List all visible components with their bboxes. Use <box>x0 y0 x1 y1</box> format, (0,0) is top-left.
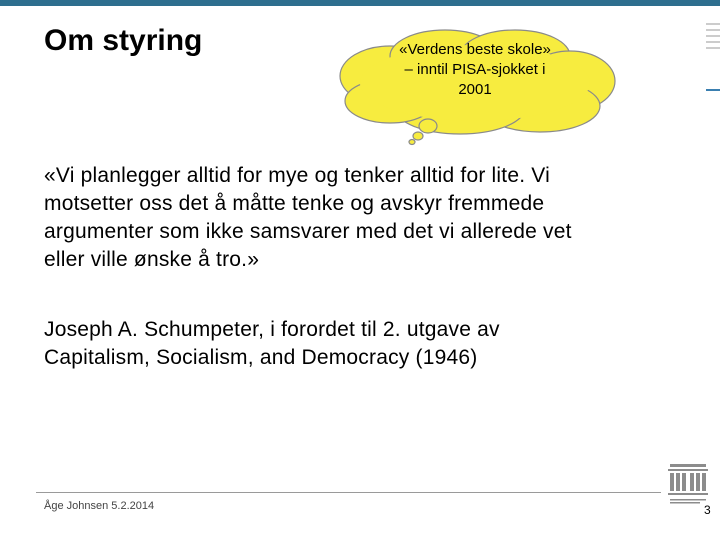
source-line: Joseph A. Schumpeter, i forordet til 2. utgave av <box>44 318 500 341</box>
quote-text <box>44 162 674 274</box>
quote-line: eller ville ønske å tro.» <box>44 248 260 271</box>
quote-line: «Vi planlegger alltid for mye og tenker alltid for lite. Vi <box>44 164 550 187</box>
callout-line-3: 2001 <box>458 81 492 98</box>
quote-source <box>44 316 674 372</box>
footer-divider <box>36 492 661 493</box>
top-accent-bar <box>0 0 720 6</box>
callout-line-2: – inntil PISA-sjokket i <box>404 61 546 78</box>
college-logo-icon <box>664 462 712 506</box>
slide-title: Om styring <box>44 24 203 57</box>
quote-line: motsetter oss det å måtte tenke og avskyr fremmede <box>44 192 545 215</box>
page-number: 3 <box>704 503 711 517</box>
callout-line-1: «Verdens beste skole» <box>399 41 551 58</box>
thought-cloud-text <box>360 40 590 100</box>
source-line: Capitalism, Socialism, and Democracy (1946) <box>44 346 478 369</box>
quote-line: argumenter som ikke samsvarer med det vi allerede vet <box>44 220 572 243</box>
footer-author: Åge Johnsen 5.2.2014 <box>44 500 155 512</box>
horizontal-lines-icon <box>700 18 720 98</box>
